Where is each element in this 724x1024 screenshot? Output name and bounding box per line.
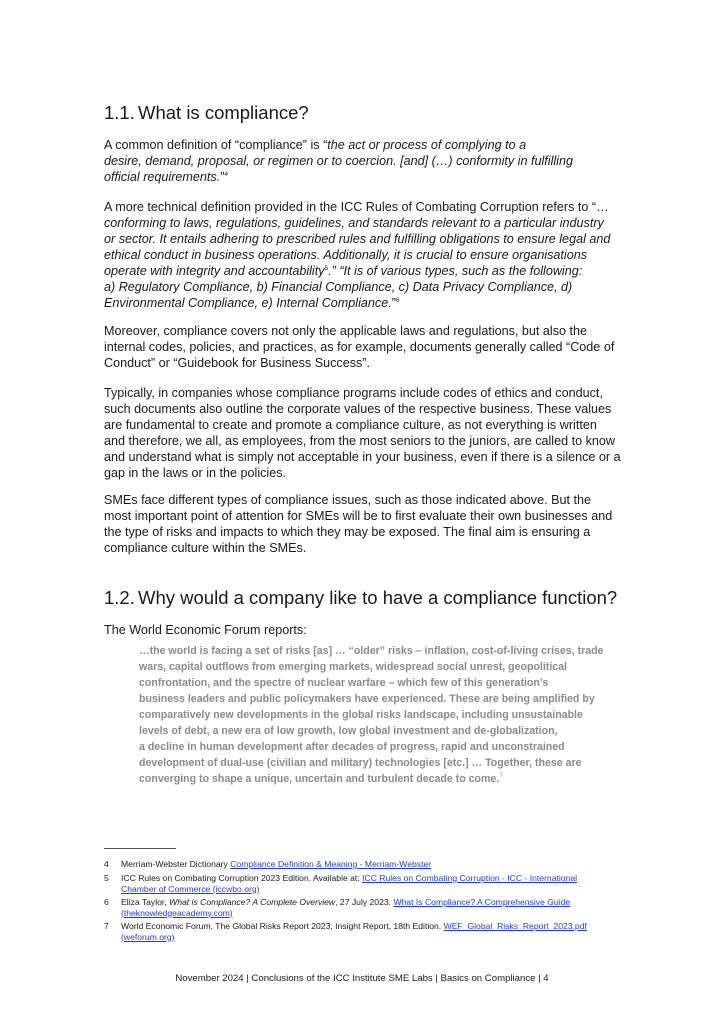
footnote-7-link[interactable]: WEF_Global_Risks_Report_2023.pdf	[443, 921, 587, 931]
paragraph-technical-definition: A more technical definition provided in the ICC Rules of Combating Corruption refers to “… conforming to laws, regulations, guidelines, and standards relevant to a particular industry or sector. It entails adhering to prescribed rules and fulfilling obligations to ensure legal and ethical conduct in business operations. Additionally, it is crucial to ensure organisations operate with integrity and accountability$^5$.” “It is of various types, such as the following: a) Regulatory Compliance, b) Financial Compliance, c) Data Privacy Compliance, d) Environmental Compliance, e) Internal Compliance.”$^6$	[104, 200, 611, 310]
document-page: 1.1. What is compliance? A common definition of “compliance” is “the act or process of complying to a desire, demand, proposal, or regimen or to coercion. [and] (…) conformity in fulfilling official requirements.”$^4$ A more technical definition provided in the ICC Rules of Combating Corruption refers to “… conforming to laws, regulations, guidelines, and standards relevant to a particular industry or sector. It entails adhering to prescribed rules and fulfilling obligations to ensure legal and ethical conduct in business operations. Additionally, it is crucial to ensure organisations operate with integrity and accountability$^5$.” “It is of various types, such as the following: a) Regulatory Compliance, b) Financial Compliance, c) Data Privacy Compliance, d) Environmental Compliance, e) Internal Compliance.”$^6$ Moreover, compliance covers not only the applicable laws and regulations, but also the internal codes, policies, and practices, as for example, documents generally called “Code of Conduct” or “Guidebook for Business Success”. Typically, in companies whose compliance programs include codes of ethics and conduct, such documents also outline the corporate values of the respective business. These values are fundamental to create and promote a compliance culture, as not everything is written and therefore, we all, as employees, from the most seniors to the juniors, are called to know and understand what is simply not acceptable in your business, even if there is a silence or a gap in the laws or in the policies. SMEs face different types of compliance issues, such as those indicated above. But the most important point of attention for SMEs will be to first evaluate their own businesses and the type of risks and impacts to which they may be exposed. The final aim is ensuring a compliance culture within the SMEs. 1.2. Why would a company like to have a compliance function? The World Economic Forum reports: …the world is facing a set of risks [as] … “older” risks – inflation, cost-of-living crises, trade wars, capital outflows from emerging markets, widespread social unrest, geopolitical confrontation, and the spectre of nuclear warfare – which few of this generation’s business leaders and public policymakers have experienced. These are being amplified by comparatively new developments in the global risks landscape, including unsustainable levels of debt, a new era of low growth, low global investment and de-globalization, a decline in human development after decades of progress, rapid and unconstrained development of dual-use (civilian and military) technologies [etc.] … Together, these are converging to shape a unique, uncertain and turbulent decade to come.$^7$ 4 Merriam-Webster Dictionary Compliance Definition & Meaning - Merriam-Webster 5 ICC Rules on Combating Corruption 2023 Edition. Available at: ICC Rules on Combating Corruption - ICC - International Chamber of Commerce (iccwbo.org) 6 Eliza Taylor, What is Compliance? A Complete Overview, 27 July 2023. What Is Compliance? A Comprehensive Guide (theknowledgeacademy.com) 7 World Economic Forum, The Global Risks Report 2023, Insight Report, 18th Edition. WEF_Global_Risks_Report_2023.pdf (weforum.org) November 2024 | Conclusions of the ICC Institute SME Labs | Basics on Compliance | 4	[0, 0, 724, 1024]
footnote-ref-5: 5	[324, 265, 329, 272]
page-footer: November 2024 | Conclusions of the ICC Institute SME Labs | Basics on Compliance | 4	[175, 973, 549, 984]
section-title: What is compliance?	[138, 102, 309, 123]
footnote-ref-7: 7	[499, 772, 503, 779]
section-title: Why would a company like to have a compliance function?	[138, 587, 618, 608]
section-heading-1-1	[104, 102, 309, 124]
paragraph-smes: SMEs face different types of compliance issues, such as those indicated above. But the most important point of attention for SMEs will be to first evaluate their own businesses and the type of risks and impacts to which they may be exposed. The final aim is ensuring a compliance culture within the SMEs.	[104, 493, 613, 555]
section-heading-1-2	[104, 587, 617, 609]
paragraph-definition: A common definition of “compliance” is “the act or process of complying to a desire, demand, proposal, or regimen or to coercion. [and] (…) conformity in fulfilling official requirements.”$^4$	[104, 138, 573, 184]
footnote-4-link[interactable]: Compliance Definition & Meaning - Merriam-Webster	[230, 859, 432, 869]
paragraph-internal-codes: Moreover, compliance covers not only the applicable laws and regulations, but also the internal codes, policies, and practices, as for example, documents generally called “Code of Conduct” or “Guidebook for Business Success”.	[104, 324, 615, 370]
section-number: 1.2.	[104, 587, 135, 608]
footnote-ref-6: 6	[395, 297, 400, 304]
footnote-6-link-cont[interactable]: (theknowledgeacademy.com)	[121, 907, 233, 918]
footnote-6-link[interactable]: What Is Compliance? A Comprehensive Guide	[393, 897, 571, 907]
footnote-5-link[interactable]: ICC Rules on Combating Corruption - ICC - International	[362, 873, 578, 883]
footnote-ref-4: 4	[224, 171, 229, 178]
footnote-divider	[104, 848, 176, 849]
paragraph-codes-of-ethics: Typically, in companies whose compliance programs include codes of ethics and conduct, such documents also outline the corporate values of the respective business. These values are fundamental to create and promote a compliance culture, as not everything is written and therefore, we all, as employees, from the most seniors to the juniors, are called to know and understand what is simply not acceptable in your business, even if there is a silence or a gap in the laws or in the policies.	[104, 386, 621, 480]
footnote-7-link-cont[interactable]: (weforum.org)	[121, 931, 175, 942]
paragraph-wef-intro: The World Economic Forum reports:	[104, 623, 307, 637]
wef-quote: …the world is facing a set of risks [as] … “older” risks – inflation, cost-of-living crises, trade wars, capital outflows from emerging markets, widespread social unrest, geopolitical confrontation, and the spectre of nuclear warfare – which few of this generation’s business leaders and public policymakers have experienced. These are being amplified by comparatively new developments in the global risks landscape, including unsustainable levels of debt, a new era of low growth, low global investment and de-globalization, a decline in human development after decades of progress, rapid and unconstrained development of dual-use (civilian and military) technologies [etc.] … Together, these are converging to shape a unique, uncertain and turbulent decade to come.$^7$	[139, 645, 604, 785]
footnote-5-link-cont[interactable]: Chamber of Commerce (iccwbo.org)	[121, 883, 260, 894]
section-number: 1.1.	[104, 102, 135, 123]
